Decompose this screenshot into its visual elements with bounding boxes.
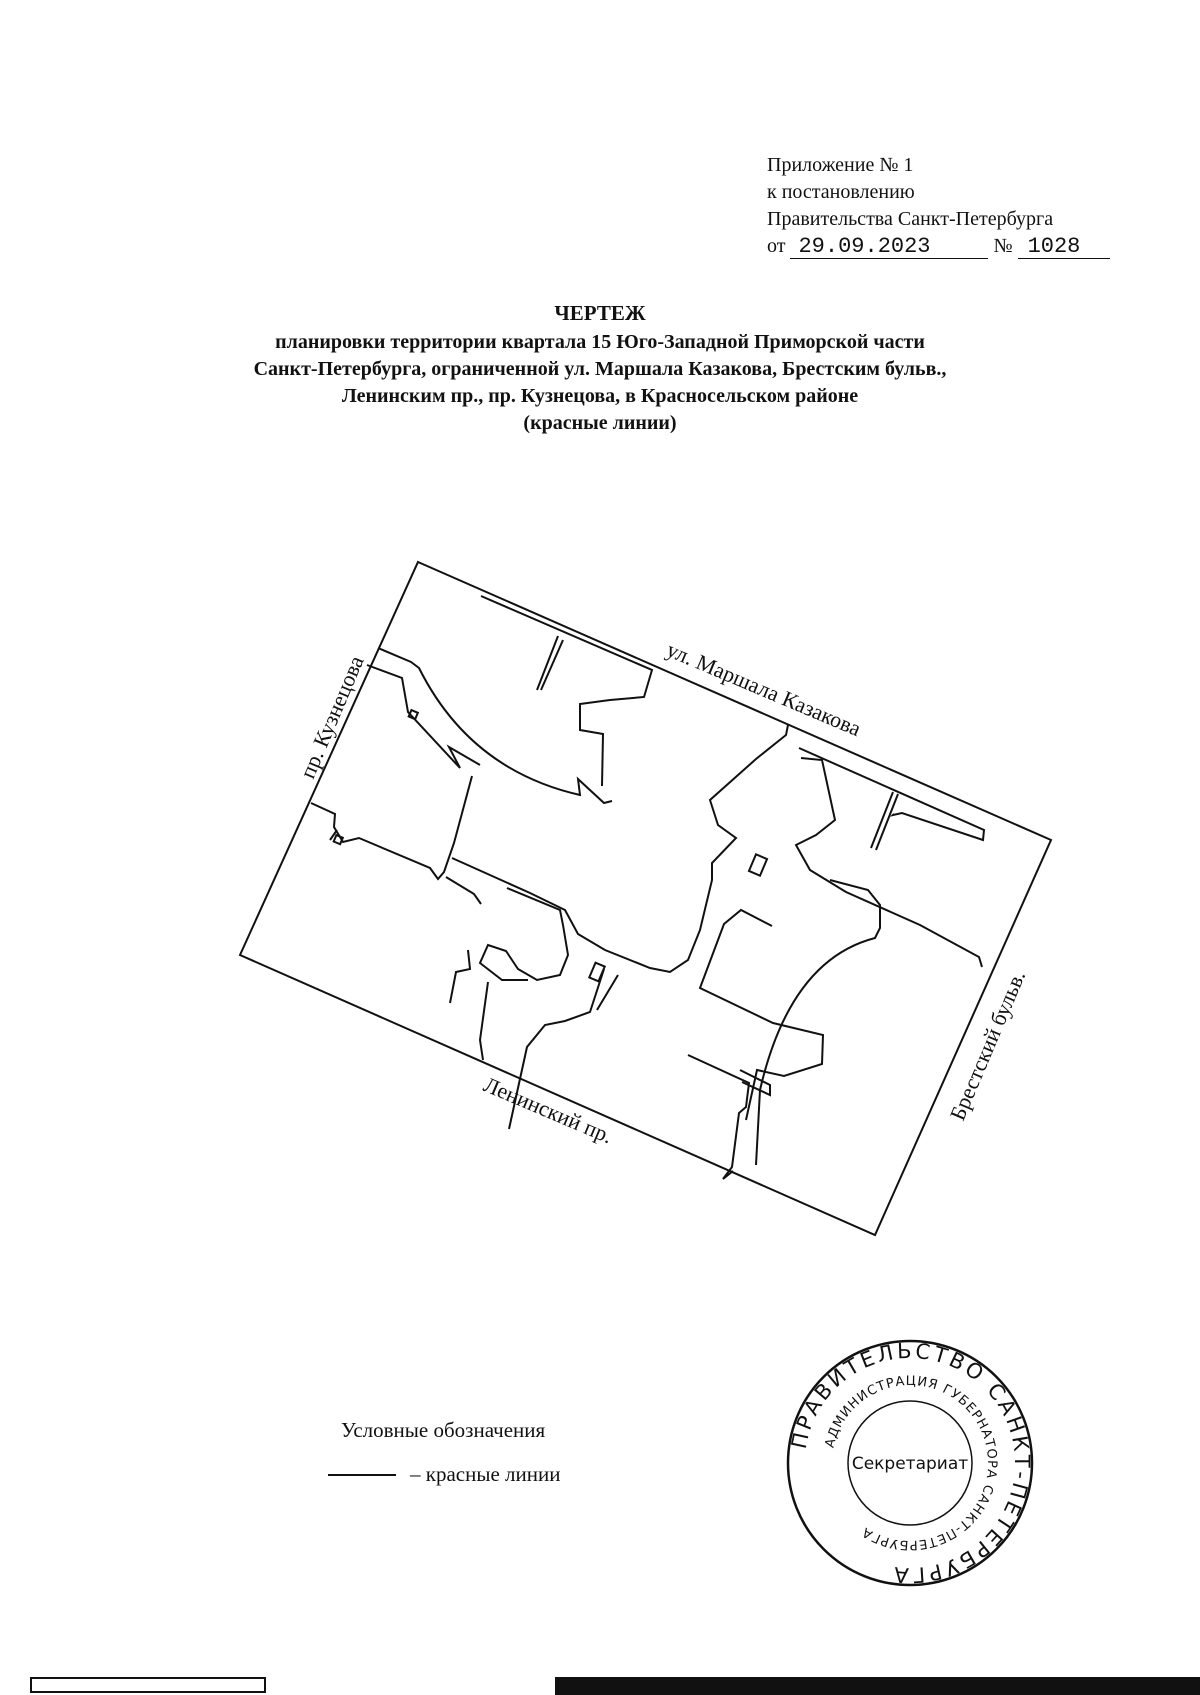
red-line-north-strip (481, 596, 652, 786)
footer-bar-left (30, 1677, 266, 1693)
legend-item-red-lines (328, 1462, 560, 1487)
street-label-east: Брестский бульв. (944, 966, 1031, 1124)
title-main: ЧЕРТЕЖ (554, 301, 646, 325)
red-line-ne (796, 748, 984, 967)
street-label-north: ул. Маршала Казакова (663, 636, 865, 742)
small-structure-2 (334, 835, 343, 844)
title-line-2: Санкт-Петербурга, ограниченной ул. Маршала Казакова, Брестским бульв., (253, 358, 947, 380)
resolution-number: 1028 (1018, 236, 1110, 259)
seal-center-text: Секретариат (851, 1454, 969, 1474)
seal-inner-text: АДМИНИСТРАЦИЯ ГУБЕРНАТОРА САНКТ-ПЕТЕРБУРГА (822, 1373, 1000, 1553)
appendix-line-1: Приложение № 1 (767, 154, 914, 176)
date-prefix: от (767, 235, 786, 257)
small-structure-4 (589, 963, 604, 982)
red-line-west-lower (330, 830, 481, 904)
red-line-central-lower (450, 950, 488, 1060)
number-prefix: № (993, 235, 1013, 257)
red-line-north-stub (537, 636, 563, 690)
street-label-west: пр. Кузнецова (294, 651, 369, 782)
red-line-south-east (688, 1055, 749, 1179)
legend-title: Условные обозначения (341, 1418, 546, 1442)
red-line-ne-stub (871, 792, 898, 850)
appendix-line-2: к постановлению (767, 181, 915, 203)
red-line-central (452, 725, 788, 972)
small-structure-1 (409, 710, 418, 719)
appendix-line-3: Правительства Санкт-Петербурга (767, 208, 1054, 230)
red-line-central-inner (480, 888, 568, 980)
official-seal (787, 1339, 1034, 1588)
red-line-west-block (311, 776, 472, 879)
title-line-1: планировки территории квартала 15 Юго-Западной Приморской части (275, 331, 925, 353)
footer-bar-right (555, 1677, 1200, 1695)
title-line-4: (красные линии) (523, 412, 677, 434)
street-label-south: Ленинский пр. (480, 1071, 617, 1149)
red-line-east-block (700, 910, 823, 1120)
seal-outer-text: ПРАВИТЕЛЬСТВО САНКТ-ПЕТЕРБУРГА (786, 1338, 1035, 1588)
red-line-nw-arc (378, 648, 612, 803)
red-line-nw-inner (367, 665, 480, 768)
legend-line-symbol (328, 1474, 396, 1476)
small-structure-3 (749, 854, 767, 875)
resolution-date: 29.09.2023 (790, 236, 988, 259)
title-line-3: Ленинским пр., пр. Кузнецова, в Красносельском районе (341, 385, 859, 407)
legend-red-lines-label: – красные линии (410, 1462, 561, 1486)
